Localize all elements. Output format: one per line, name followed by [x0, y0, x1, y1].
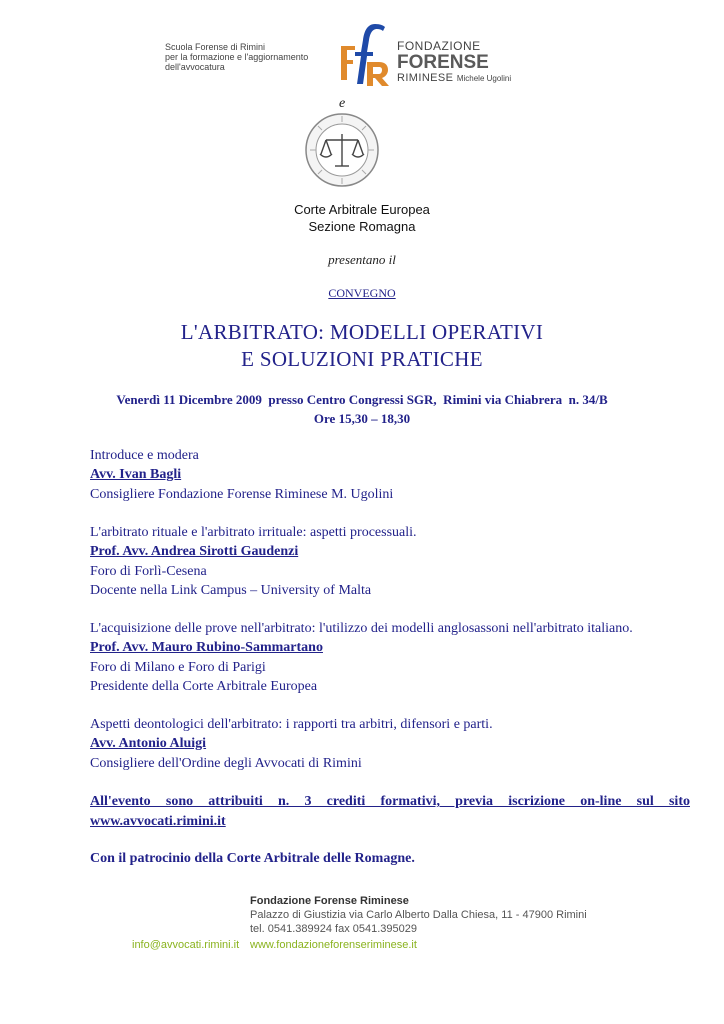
michele-ugolini-label: Michele Ugolini — [456, 74, 512, 83]
program-speaker: Avv. Antonio Aluigi — [90, 736, 207, 751]
credits-notice: All'evento sono attribuiti n. 3 crediti formativi, previa iscrizione on-line sul sito — [90, 794, 690, 809]
fondazione-forense-text — [397, 40, 511, 85]
program-role: Consigliere dell'Ordine degli Avvocati di Rimini — [90, 756, 362, 771]
organizer-line-1: Corte Arbitrale Europea — [294, 202, 430, 217]
program-topic: Introduce e modera — [90, 448, 199, 463]
header-logo-block — [165, 22, 523, 94]
event-title-line-1: L'ARBITRATO: MODELLI OPERATIVI — [180, 320, 544, 344]
program-speaker: Prof. Avv. Andrea Sirotti Gaudenzi — [90, 544, 299, 559]
registration-link[interactable]: www.avvocati.rimini.it — [90, 814, 226, 829]
presentano-text: presentano il — [328, 252, 396, 267]
scuola-line: Scuola Forense di Rimini — [165, 42, 266, 52]
program-role: Foro di Milano e Foro di Parigi — [90, 660, 266, 675]
ffr-logo-icon — [337, 22, 393, 86]
event-date-location: Venerdì 11 Dicembre 2009 presso Centro Congressi SGR, Rimini via Chiabrera n. 34/B — [116, 392, 608, 407]
program-topic: L'acquisizione delle prove nell'arbitrato: l'utilizzo dei modelli anglosassoni nell'arbitrato italiano. — [90, 621, 633, 636]
footer-website-link[interactable]: www.fondazioneforenseriminese.it — [250, 939, 417, 951]
program-role: Docente nella Link Campus – University of Malta — [90, 583, 372, 598]
program-speaker: Avv. Ivan Bagli — [90, 467, 182, 482]
riminese-label — [397, 72, 511, 85]
footer-address: Palazzo di Giustizia via Carlo Alberto Dalla Chiesa, 11 - 47900 Rimini — [250, 909, 587, 921]
footer-org-name: Fondazione Forense Riminese — [250, 895, 409, 907]
event-type: CONVEGNO — [328, 286, 396, 300]
forense-label: FORENSE — [397, 52, 489, 73]
fondazione-label: FONDAZIONE — [397, 39, 481, 53]
program-speaker: Prof. Avv. Mauro Rubino-Sammartano — [90, 640, 323, 655]
footer-email-link[interactable]: info@avvocati.rimini.it — [132, 939, 240, 951]
event-time: Ore 15,30 – 18,30 — [313, 411, 411, 426]
footer-phone: tel. 0541.389924 fax 0541.395029 — [250, 923, 417, 935]
scuola-line: dell'avvocatura — [165, 62, 225, 72]
program-role: Foro di Forlì-Cesena — [90, 564, 207, 579]
conjunction-e: e — [339, 96, 346, 111]
program-role: Presidente della Corte Arbitrale Europea — [90, 679, 318, 694]
riminese-word: RIMINESE — [397, 72, 454, 84]
patronage-text: Con il patrocinio della Corte Arbitrale delle Romagne. — [90, 851, 415, 866]
program-role: Consigliere Fondazione Forense Riminese M. Ugolini — [90, 487, 394, 502]
event-title-line-2: E SOLUZIONI PRATICHE — [241, 347, 483, 371]
scales-of-justice-seal-icon — [304, 112, 380, 188]
organizer-line-2: Sezione Romagna — [308, 219, 416, 234]
program-topic: Aspetti deontologici dell'arbitrato: i rapporti tra arbitri, difensori e parti. — [90, 717, 493, 732]
program-topic: L'arbitrato rituale e l'arbitrato irrituale: aspetti processuali. — [90, 525, 417, 540]
scuola-forense-text — [165, 42, 308, 72]
scuola-line: per la formazione e l'aggiornamento — [165, 52, 309, 62]
